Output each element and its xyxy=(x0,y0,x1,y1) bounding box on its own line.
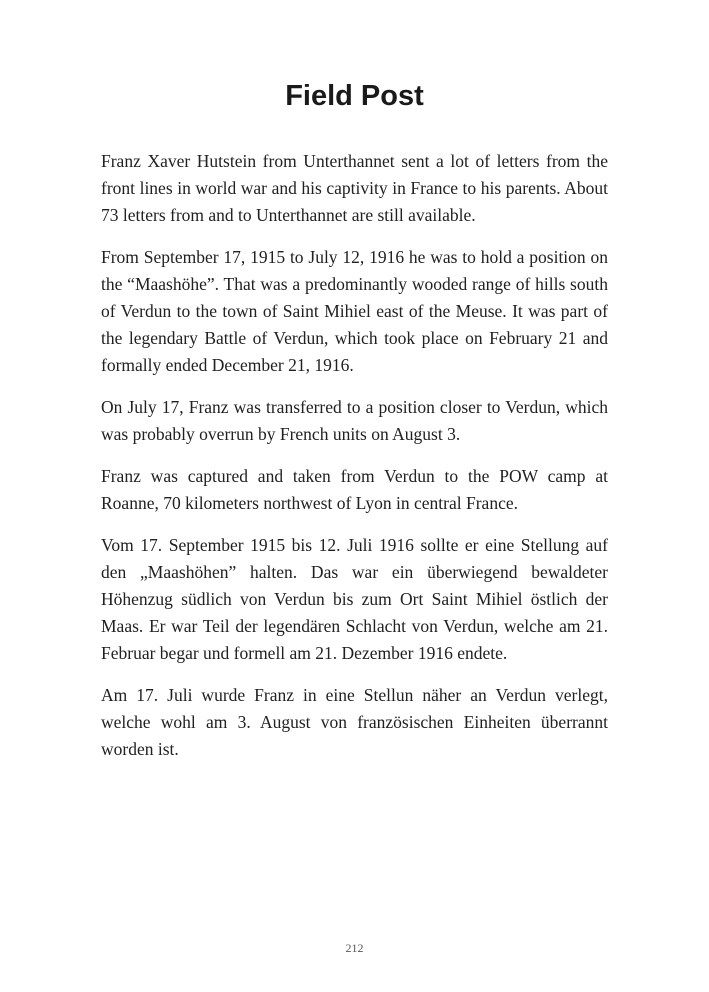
page-body xyxy=(101,148,608,763)
page-number: 212 xyxy=(345,941,364,955)
paragraph-english-maashohe: From September 17, 1915 to July 12, 1916 he was to hold a position on the “Maashöhe”. That was a predominantly wooded range of hills south of Verdun to the town of Saint Mihiel east of the Meuse. It was part of the legendary Battle of Verdun, which took place on February 21 and formally ended December 21, 1916. xyxy=(101,247,608,375)
page-title: Field Post xyxy=(285,80,424,112)
paragraph-english-intro: Franz Xaver Hutstein from Unterthannet sent a lot of letters from the front lines in world war and his captivity in France to his parents. About 73 letters from and to Unterthannet are still available. xyxy=(101,151,608,225)
paragraph-english-capture: Franz was captured and taken from Verdun to the POW camp at Roanne, 70 kilometers northwest of Lyon in central France. xyxy=(101,466,608,513)
paragraph-german-transfer: Am 17. Juli wurde Franz in eine Stellun näher an Verdun verlegt, welche wohl am 3. August von französischen Einheiten überrannt worden ist. xyxy=(101,685,608,759)
paragraph-german-maashohen: Vom 17. September 1915 bis 12. Juli 1916 sollte er eine Stellung auf den „Maashöhen” halten. Das war ein überwiegend bewaldeter Höhenzug südlich von Verdun bis zum Ort Saint Mihiel östlich der Maas. Er war Teil der legendären Schlacht von Verdun, welche am 21. Februar begar und formell am 21. Dezember 1916 endete. xyxy=(101,535,608,663)
paragraph-english-transfer: On July 17, Franz was transferred to a position closer to Verdun, which was probably overrun by French units on August 3. xyxy=(101,397,608,444)
